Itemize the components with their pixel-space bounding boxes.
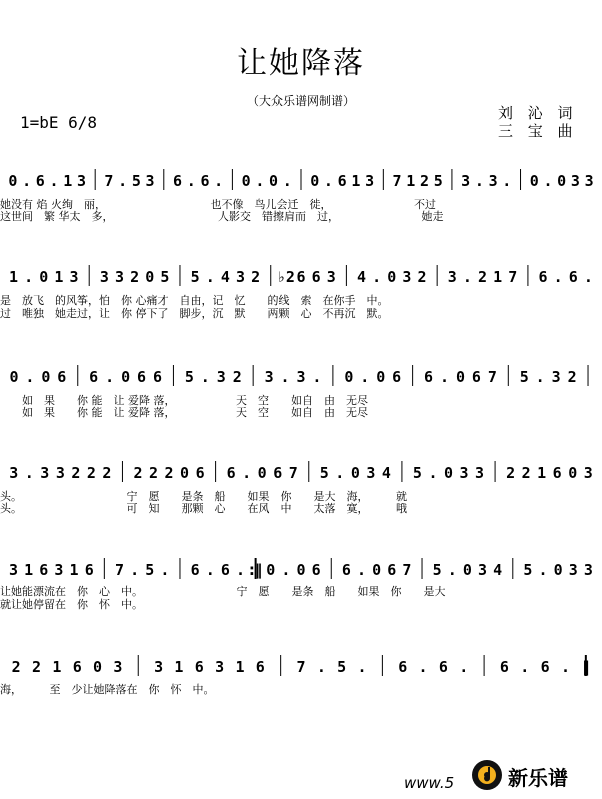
note: 6 <box>84 561 94 579</box>
note: 2 <box>506 464 516 482</box>
note: 6 <box>552 464 562 482</box>
note: 3 <box>99 268 109 286</box>
note: 3 <box>568 561 578 579</box>
note: 5 <box>523 561 533 579</box>
dot-mark: . <box>255 172 265 190</box>
dot-mark: . <box>205 561 215 579</box>
note: 1 <box>54 268 64 286</box>
note: 3 <box>235 268 246 286</box>
note: 1 <box>235 658 245 676</box>
dot-mark: . <box>280 368 290 386</box>
note: 6 <box>57 368 67 386</box>
note: 1 <box>537 464 547 482</box>
note: 0 <box>180 464 190 482</box>
note: 0 <box>241 172 251 190</box>
note: 6 <box>568 268 578 286</box>
notation-svg <box>0 652 602 682</box>
note: 0 <box>310 172 320 190</box>
music-system-3 <box>0 362 602 392</box>
lyric-line: 她没有 焰 火绚 丽， 也不像 鸟儿会迁 徙， 不过 <box>0 198 436 211</box>
note: 3 <box>113 658 123 676</box>
note: 6 <box>341 561 351 579</box>
music-system-2 <box>0 262 602 292</box>
dot-mark: . <box>583 268 593 286</box>
note: 1 <box>493 268 503 286</box>
note: 2 <box>102 464 112 482</box>
note: 0 <box>344 368 354 386</box>
note: 4 <box>220 268 230 286</box>
dot-mark: . <box>372 268 382 286</box>
note: 6 <box>438 658 448 676</box>
note: 5 <box>412 464 422 482</box>
note: 5 <box>337 658 347 676</box>
dot-mark: . <box>235 561 246 579</box>
note: 0 <box>462 561 472 579</box>
note: 4 <box>356 268 367 286</box>
dot-mark: . <box>24 464 34 482</box>
dot-mark: . <box>335 464 345 482</box>
dot-mark: . <box>538 561 548 579</box>
note: 3 <box>55 464 65 482</box>
note: 6 <box>172 172 183 190</box>
dot-mark: . <box>520 658 530 676</box>
note: 0 <box>269 172 279 190</box>
dot-mark: . <box>428 464 438 482</box>
note: 3 <box>583 561 593 579</box>
dot-mark: . <box>316 658 326 676</box>
dot-mark: . <box>130 561 140 579</box>
music-system-4 <box>0 458 602 488</box>
lyric-line: 让她能漂流在 你 心 中。 宁 愿 是条 船 如果 你 是大 <box>0 585 446 598</box>
note: 6 <box>424 368 434 386</box>
note: 6 <box>89 368 99 386</box>
lyric-line: 如 果 你 能 让 爱降 落， 天 空 如自 由 无尽 <box>0 406 368 419</box>
note: 3 <box>461 172 471 190</box>
note: 6 <box>471 368 481 386</box>
note: 1 <box>24 561 34 579</box>
note: 3 <box>326 268 336 286</box>
note: 6 <box>311 561 321 579</box>
note: 2 <box>133 464 143 482</box>
note: 3 <box>570 172 580 190</box>
note: 6 <box>72 658 82 676</box>
dot-mark: . <box>323 172 333 190</box>
dot-mark: . <box>25 368 35 386</box>
note: 6 <box>195 464 205 482</box>
notation-svg <box>0 362 602 392</box>
note: 0 <box>350 464 360 482</box>
note: 7 <box>402 561 412 579</box>
note: 6 <box>398 658 408 676</box>
note: 4 <box>381 464 391 482</box>
note: 4 <box>493 561 503 579</box>
note: 7 <box>288 464 298 482</box>
note: 2 <box>419 172 430 190</box>
dot-mark: . <box>560 658 570 676</box>
repeat-sign: ‖ <box>582 658 590 676</box>
note: 7 <box>114 561 124 579</box>
notation-svg <box>0 555 602 585</box>
dot-mark: . <box>214 172 224 190</box>
dot-mark: . <box>474 172 484 190</box>
dot-mark: . <box>360 368 370 386</box>
note: 2 <box>521 464 531 482</box>
note: 7 <box>296 658 306 676</box>
lyric-line: 头。 宁 愿 是条 船 如果 你 是大 海， 就 <box>0 490 407 503</box>
note: 0 <box>455 368 465 386</box>
note: 1 <box>9 268 19 286</box>
lyricist-credit: 刘 沁 词 <box>498 104 578 122</box>
note: 6 <box>392 368 402 386</box>
note: 6 <box>35 172 45 190</box>
lyric-line: 是 放飞 的风筝，怕 你 心痛才 自由，记 忆 的线 索 在你手 中。 <box>0 294 389 307</box>
note: 0 <box>41 368 51 386</box>
note: 0 <box>9 368 19 386</box>
note: 2 <box>32 658 42 676</box>
note: 2 <box>130 268 140 286</box>
dot-mark: . <box>356 561 367 579</box>
composer-credit: 三 宝 曲 <box>498 122 578 140</box>
note: 5 <box>190 268 200 286</box>
note: 6 <box>296 268 306 286</box>
dot-mark: . <box>186 172 196 190</box>
note: 6 <box>538 268 548 286</box>
note: 0 <box>529 172 539 190</box>
dot-mark: . <box>200 368 210 386</box>
note: 2 <box>164 464 174 482</box>
note: 6 <box>152 368 163 386</box>
note: 0 <box>557 172 567 190</box>
lyric-line: 过 唯独 她走过，让 你 停下了 脚步，沉 默 两颗 心 不再沉 默。 <box>0 307 389 320</box>
note: 7 <box>104 172 114 190</box>
note: 2 <box>148 464 159 482</box>
note: 3 <box>40 464 50 482</box>
note: 5 <box>319 464 329 482</box>
note: 3 <box>145 172 155 190</box>
dot-mark: . <box>439 368 450 386</box>
note: 3 <box>459 464 469 482</box>
note: 6 <box>226 464 236 482</box>
note: 3 <box>76 172 86 190</box>
note: 3 <box>475 464 485 482</box>
note: 6 <box>39 561 49 579</box>
note: 6 <box>255 658 265 676</box>
note: 5 <box>184 368 194 386</box>
note: 0 <box>145 268 155 286</box>
note: 0 <box>387 268 397 286</box>
note: 0 <box>568 464 578 482</box>
note: 2 <box>232 368 242 386</box>
dot-mark: . <box>24 268 34 286</box>
note: 5 <box>432 561 442 579</box>
note: 3 <box>584 172 594 190</box>
note: 0 <box>376 368 386 386</box>
notation-svg <box>0 262 602 292</box>
lyric-line: 就让她停留在 你 怀 中。 <box>0 598 143 611</box>
note: 3 <box>215 658 225 676</box>
note: 3 <box>9 464 19 482</box>
music-system-1 <box>0 166 602 196</box>
note: 5 <box>433 172 443 190</box>
note: 0 <box>553 561 563 579</box>
dot-mark: . <box>160 561 170 579</box>
key-signature: 1=bE 6/8 <box>20 113 98 132</box>
dot-mark: . <box>282 172 292 190</box>
note: 0 <box>372 561 382 579</box>
note: 2 <box>417 268 427 286</box>
note: 0 <box>8 172 18 190</box>
note: 3 <box>551 368 561 386</box>
note: 6 <box>499 658 509 676</box>
note: 6 <box>540 658 550 676</box>
note: 3 <box>69 268 79 286</box>
note: 3 <box>478 561 488 579</box>
music-note-disc-icon <box>470 758 504 792</box>
note: 1 <box>351 172 361 190</box>
note: 3 <box>402 268 412 286</box>
note: 2 <box>478 268 488 286</box>
note: 5 <box>160 268 170 286</box>
note: 3 <box>264 368 274 386</box>
note: 2 <box>567 368 577 386</box>
dot-mark: . <box>281 561 291 579</box>
dot-mark: . <box>22 172 32 190</box>
note: 3 <box>114 268 124 286</box>
note: 3 <box>154 658 164 676</box>
note: 5 <box>145 561 155 579</box>
dot-mark: . <box>242 464 252 482</box>
note: 3 <box>365 172 375 190</box>
dot-mark: . <box>312 368 322 386</box>
note: 1 <box>69 561 79 579</box>
note: 6 <box>273 464 283 482</box>
dot-mark: . <box>118 172 128 190</box>
note: 6 <box>337 172 347 190</box>
dot-mark: . <box>418 658 428 676</box>
note: 3 <box>296 368 306 386</box>
note: 7 <box>392 172 402 190</box>
music-system-5 <box>0 555 602 585</box>
note: 3 <box>583 464 593 482</box>
note: 0 <box>257 464 267 482</box>
note: 2 <box>86 464 96 482</box>
dot-mark: . <box>553 268 563 286</box>
dot-mark: . <box>205 268 215 286</box>
dot-mark: . <box>447 561 457 579</box>
note: 1 <box>174 658 184 676</box>
note: 7 <box>487 368 497 386</box>
note: 0 <box>121 368 131 386</box>
note: 2 <box>71 464 81 482</box>
note: 3 <box>488 172 498 190</box>
note: 3 <box>216 368 226 386</box>
notation-svg <box>0 458 602 488</box>
note: 6 <box>311 268 321 286</box>
note: 6 <box>220 561 230 579</box>
music-system-6 <box>0 652 602 682</box>
note: 0 <box>266 561 276 579</box>
note: 0 <box>39 268 49 286</box>
note: 1 <box>63 172 73 190</box>
watermark-url: www.5 <box>404 774 455 792</box>
note: 2 <box>251 268 261 286</box>
note: 0 <box>93 658 103 676</box>
lyric-line: 海， 至 少让她降落在 你 怀 中。 <box>0 683 215 696</box>
note: 5 <box>131 172 141 190</box>
lyric-line: 头。 可 知 那颗 心 在风 中 太落 寞， 哦 <box>0 502 407 515</box>
dot-mark: . <box>543 172 553 190</box>
note: 3 <box>9 561 19 579</box>
note: 6 <box>200 172 210 190</box>
song-title: 让她降落 <box>237 46 365 81</box>
note: 6 <box>194 658 204 676</box>
repeat-sign: :‖ <box>248 561 263 579</box>
note: 2 <box>11 658 21 676</box>
note: 6 <box>387 561 397 579</box>
subtitle: （大众乐谱网制谱） <box>246 94 355 108</box>
note: 1 <box>406 172 416 190</box>
dot-mark: . <box>105 368 115 386</box>
note: 3 <box>54 561 64 579</box>
dot-mark: . <box>535 368 545 386</box>
dot-mark: . <box>49 172 59 190</box>
note: 5 <box>519 368 529 386</box>
dot-mark: . <box>459 658 469 676</box>
dot-mark: . <box>502 172 512 190</box>
note: 3 <box>447 268 457 286</box>
lyric-line: 如 果 你 能 让 爱降 落， 天 空 如自 由 无尽 <box>0 394 368 407</box>
watermark-site-name: 新乐谱 <box>508 766 568 790</box>
note: 6 <box>137 368 147 386</box>
note: 3 <box>366 464 376 482</box>
note: 1 <box>52 658 62 676</box>
note: 0 <box>443 464 454 482</box>
notation-svg <box>0 166 602 196</box>
note: 7 <box>508 268 518 286</box>
dot-mark: . <box>462 268 472 286</box>
dot-mark: . <box>357 658 367 676</box>
lyric-line: 这世间 繁 华太 多， 人影交 错擦肩而 过， 她走 <box>0 210 444 223</box>
note: 6 <box>190 561 200 579</box>
note: 0 <box>296 561 306 579</box>
note: ♭2 <box>276 268 295 286</box>
